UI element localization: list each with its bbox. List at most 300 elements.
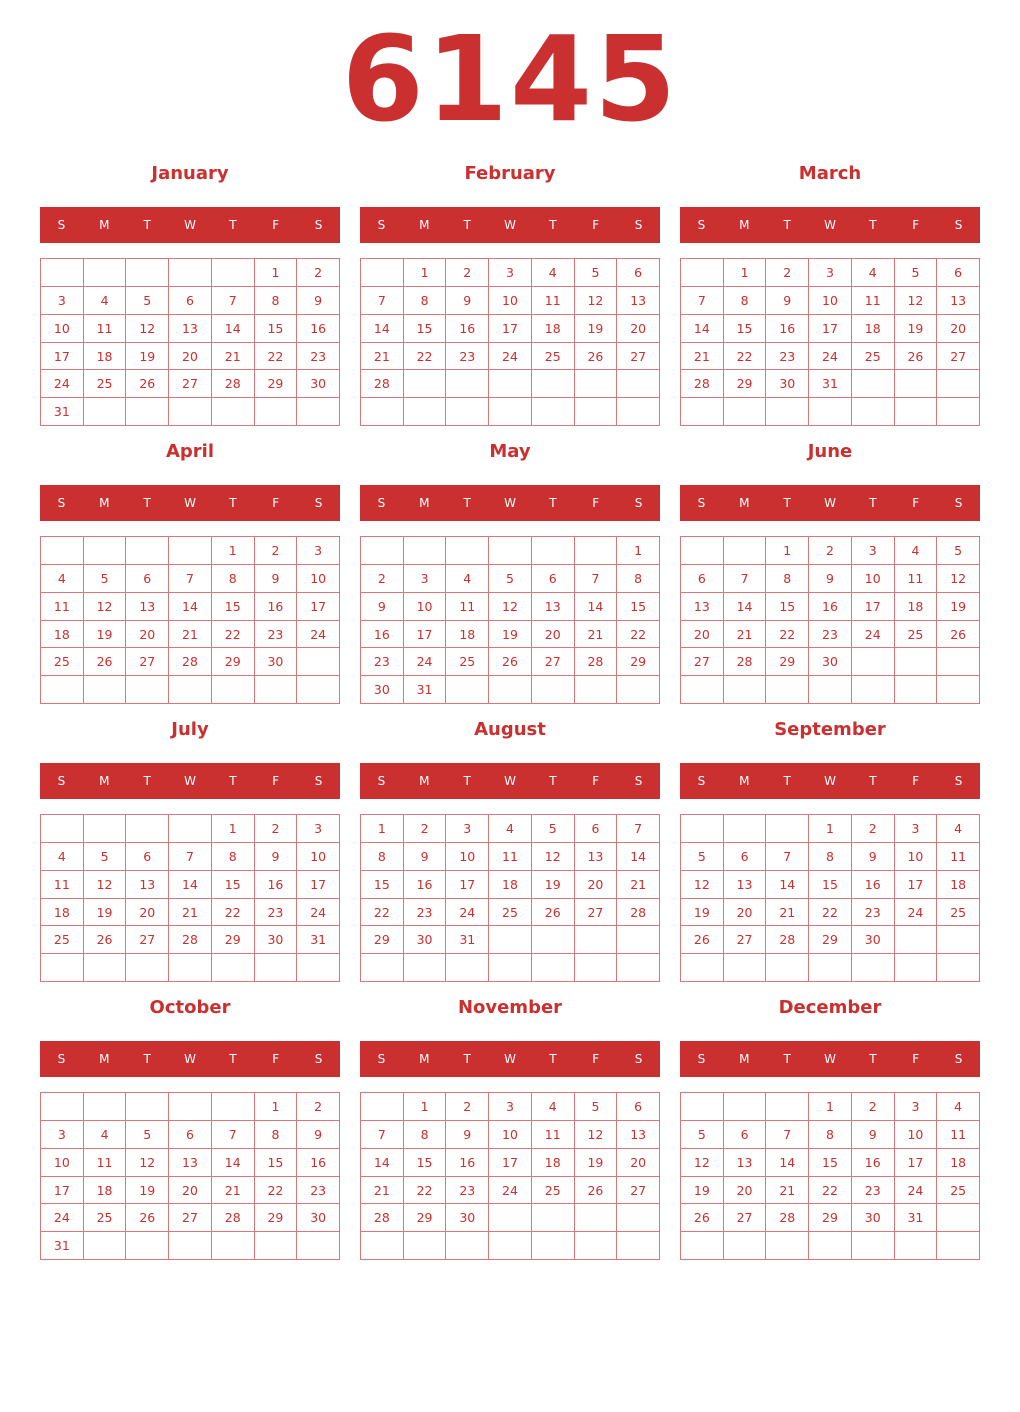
weekday-label: M [419, 1052, 430, 1066]
day-cell: 6 [126, 565, 169, 593]
empty-day-cell [489, 370, 532, 398]
day-cell: 29 [255, 370, 298, 398]
weekday-label: S [634, 774, 643, 788]
day-cell: 16 [766, 315, 809, 343]
day-cell: 13 [617, 1121, 660, 1149]
day-cell: 27 [575, 899, 618, 927]
day-cell: 23 [297, 1177, 340, 1205]
empty-day-cell [937, 1232, 980, 1260]
empty-day-cell [446, 370, 489, 398]
day-cell: 20 [617, 1149, 660, 1177]
empty-day-cell [575, 1232, 618, 1260]
empty-day-cell [575, 398, 618, 426]
weekday-label: T [143, 496, 151, 510]
month-january [40, 162, 340, 432]
empty-day-cell [617, 398, 660, 426]
empty-day-cell [361, 259, 404, 287]
day-cell: 3 [404, 565, 447, 593]
day-cell: 16 [297, 1149, 340, 1177]
empty-day-cell [937, 926, 980, 954]
weekday-label: S [634, 1052, 643, 1066]
day-cell: 25 [852, 343, 895, 371]
day-cell: 3 [895, 1093, 938, 1121]
empty-day-cell [852, 676, 895, 704]
day-cell: 25 [532, 1177, 575, 1205]
empty-day-cell [297, 1232, 340, 1260]
day-cell: 5 [532, 815, 575, 843]
weekday-label: T [463, 496, 471, 510]
day-cell: 17 [489, 1149, 532, 1177]
day-cell: 1 [361, 815, 404, 843]
day-cell: 24 [852, 621, 895, 649]
empty-day-cell [575, 537, 618, 565]
empty-day-cell [489, 954, 532, 982]
day-cell: 14 [169, 593, 212, 621]
day-cell: 11 [489, 843, 532, 871]
empty-day-cell [895, 370, 938, 398]
day-cell: 14 [681, 315, 724, 343]
day-cell: 13 [532, 593, 575, 621]
day-cell: 28 [766, 926, 809, 954]
empty-day-cell [532, 370, 575, 398]
weekday-label: W [504, 1052, 516, 1066]
day-cell: 25 [532, 343, 575, 371]
day-cell: 17 [809, 315, 852, 343]
day-cell: 23 [852, 899, 895, 927]
day-cell: 4 [446, 565, 489, 593]
empty-day-cell [617, 1232, 660, 1260]
day-cell: 21 [617, 871, 660, 899]
day-cell: 10 [41, 315, 84, 343]
weekday-label: S [57, 1052, 66, 1066]
day-cell: 27 [617, 1177, 660, 1205]
weekday-label: F [592, 496, 600, 510]
day-cell: 6 [169, 287, 212, 315]
day-cell: 13 [575, 843, 618, 871]
weekday-label: W [184, 218, 196, 232]
empty-day-cell [255, 398, 298, 426]
day-cell: 25 [446, 648, 489, 676]
day-cell: 11 [852, 287, 895, 315]
day-cell: 13 [126, 871, 169, 899]
weekday-label: T [869, 774, 877, 788]
day-cell: 5 [126, 287, 169, 315]
empty-day-cell [681, 954, 724, 982]
weekday-label: T [229, 1052, 237, 1066]
weekday-label: M [739, 774, 750, 788]
weekday-label: S [954, 1052, 963, 1066]
day-cell: 29 [255, 1204, 298, 1232]
empty-day-cell [84, 537, 127, 565]
weekday-label: T [869, 1052, 877, 1066]
day-cell: 20 [169, 343, 212, 371]
day-cell: 23 [297, 343, 340, 371]
day-grid [40, 258, 340, 426]
day-cell: 2 [766, 259, 809, 287]
month-june [680, 440, 980, 710]
day-cell: 24 [895, 899, 938, 927]
day-cell: 12 [575, 1121, 618, 1149]
day-cell: 8 [617, 565, 660, 593]
day-cell: 10 [297, 565, 340, 593]
empty-day-cell [361, 954, 404, 982]
weekday-label: T [143, 1052, 151, 1066]
weekday-label: M [99, 218, 110, 232]
day-cell: 13 [169, 315, 212, 343]
weekday-label: S [314, 218, 323, 232]
day-cell: 15 [766, 593, 809, 621]
day-cell: 9 [297, 1121, 340, 1149]
day-cell: 21 [766, 899, 809, 927]
weekday-label: M [99, 496, 110, 510]
day-cell: 1 [255, 259, 298, 287]
day-cell: 13 [126, 593, 169, 621]
weekday-header [360, 207, 660, 243]
day-cell: 7 [361, 287, 404, 315]
weekday-label: F [272, 496, 280, 510]
day-cell: 22 [255, 1177, 298, 1205]
month-name: February [464, 163, 556, 184]
empty-day-cell [255, 954, 298, 982]
day-cell: 17 [297, 593, 340, 621]
weekday-label: W [824, 1052, 836, 1066]
month-name: October [149, 997, 231, 1018]
day-cell: 4 [937, 1093, 980, 1121]
empty-day-cell [84, 676, 127, 704]
empty-day-cell [575, 926, 618, 954]
day-cell: 5 [489, 565, 532, 593]
day-cell: 18 [84, 1177, 127, 1205]
empty-day-cell [169, 954, 212, 982]
day-cell: 29 [809, 1204, 852, 1232]
day-cell: 7 [212, 1121, 255, 1149]
day-cell: 13 [681, 593, 724, 621]
empty-day-cell [852, 1232, 895, 1260]
month-february [360, 162, 660, 432]
day-cell: 24 [446, 899, 489, 927]
weekday-label: W [824, 496, 836, 510]
weekday-label: S [634, 218, 643, 232]
empty-day-cell [361, 537, 404, 565]
day-cell: 23 [255, 899, 298, 927]
day-cell: 30 [809, 648, 852, 676]
empty-day-cell [617, 954, 660, 982]
day-cell: 30 [297, 1204, 340, 1232]
day-cell: 16 [446, 315, 489, 343]
day-cell: 16 [852, 871, 895, 899]
weekday-label: S [954, 496, 963, 510]
day-cell: 14 [575, 593, 618, 621]
month-name: September [774, 719, 886, 740]
day-cell: 11 [532, 287, 575, 315]
month-name: November [457, 997, 563, 1018]
weekday-label: F [912, 218, 920, 232]
day-cell: 29 [766, 648, 809, 676]
day-cell: 9 [404, 843, 447, 871]
day-cell: 23 [809, 621, 852, 649]
day-cell: 25 [84, 1204, 127, 1232]
weekday-label: T [143, 218, 151, 232]
day-cell: 8 [255, 1121, 298, 1149]
day-cell: 6 [724, 1121, 767, 1149]
day-cell: 30 [361, 676, 404, 704]
empty-day-cell [126, 1232, 169, 1260]
weekday-label: W [184, 1052, 196, 1066]
day-cell: 20 [126, 899, 169, 927]
month-october [40, 996, 340, 1266]
day-cell: 12 [84, 593, 127, 621]
empty-day-cell [489, 398, 532, 426]
day-cell: 31 [895, 1204, 938, 1232]
day-cell: 5 [681, 843, 724, 871]
day-cell: 30 [255, 648, 298, 676]
empty-day-cell [852, 370, 895, 398]
day-cell: 10 [852, 565, 895, 593]
empty-day-cell [766, 954, 809, 982]
empty-day-cell [126, 815, 169, 843]
weekday-label: S [314, 496, 323, 510]
day-cell: 4 [41, 843, 84, 871]
empty-day-cell [84, 398, 127, 426]
day-cell: 4 [84, 1121, 127, 1149]
day-cell: 2 [852, 1093, 895, 1121]
day-cell: 16 [852, 1149, 895, 1177]
weekday-label: T [143, 774, 151, 788]
weekday-label: T [783, 1052, 791, 1066]
day-cell: 26 [681, 926, 724, 954]
day-cell: 25 [937, 899, 980, 927]
weekday-label: S [697, 496, 706, 510]
day-cell: 26 [575, 1177, 618, 1205]
day-cell: 8 [404, 287, 447, 315]
weekday-label: S [314, 1052, 323, 1066]
day-cell: 21 [361, 343, 404, 371]
empty-day-cell [766, 1232, 809, 1260]
weekday-label: F [272, 774, 280, 788]
day-cell: 2 [446, 1093, 489, 1121]
day-cell: 14 [724, 593, 767, 621]
empty-day-cell [937, 648, 980, 676]
day-cell: 6 [532, 565, 575, 593]
weekday-label: S [954, 774, 963, 788]
day-cell: 20 [169, 1177, 212, 1205]
day-cell: 3 [41, 1121, 84, 1149]
day-cell: 27 [724, 1204, 767, 1232]
day-cell: 19 [84, 899, 127, 927]
weekday-label: S [954, 218, 963, 232]
month-name: August [474, 719, 546, 740]
empty-day-cell [489, 537, 532, 565]
day-cell: 28 [724, 648, 767, 676]
day-cell: 14 [766, 1149, 809, 1177]
day-cell: 2 [255, 815, 298, 843]
day-cell: 17 [895, 871, 938, 899]
empty-day-cell [724, 954, 767, 982]
day-cell: 15 [617, 593, 660, 621]
day-cell: 27 [169, 370, 212, 398]
weekday-label: M [419, 496, 430, 510]
day-grid [360, 536, 660, 704]
empty-day-cell [532, 926, 575, 954]
empty-day-cell [169, 815, 212, 843]
day-cell: 9 [297, 287, 340, 315]
weekday-label: S [377, 496, 386, 510]
day-cell: 1 [809, 815, 852, 843]
day-cell: 16 [809, 593, 852, 621]
empty-day-cell [41, 815, 84, 843]
day-cell: 19 [126, 1177, 169, 1205]
day-cell: 29 [212, 926, 255, 954]
day-cell: 17 [41, 343, 84, 371]
empty-day-cell [41, 954, 84, 982]
day-cell: 3 [852, 537, 895, 565]
empty-day-cell [297, 954, 340, 982]
empty-day-cell [169, 676, 212, 704]
day-cell: 28 [169, 648, 212, 676]
empty-day-cell [766, 676, 809, 704]
empty-day-cell [255, 1232, 298, 1260]
empty-day-cell [681, 676, 724, 704]
day-cell: 18 [41, 621, 84, 649]
day-cell: 8 [212, 843, 255, 871]
empty-day-cell [446, 676, 489, 704]
empty-day-cell [126, 537, 169, 565]
day-cell: 7 [575, 565, 618, 593]
day-cell: 3 [446, 815, 489, 843]
weekday-label: W [504, 218, 516, 232]
day-cell: 24 [895, 1177, 938, 1205]
day-cell: 4 [532, 259, 575, 287]
empty-day-cell [809, 954, 852, 982]
day-cell: 27 [126, 648, 169, 676]
day-cell: 23 [361, 648, 404, 676]
day-cell: 8 [212, 565, 255, 593]
month-august [360, 718, 660, 988]
empty-day-cell [297, 676, 340, 704]
day-cell: 5 [937, 537, 980, 565]
weekday-label: S [57, 496, 66, 510]
day-cell: 14 [361, 315, 404, 343]
day-cell: 28 [212, 1204, 255, 1232]
day-cell: 7 [212, 287, 255, 315]
day-cell: 4 [937, 815, 980, 843]
empty-day-cell [724, 537, 767, 565]
day-cell: 21 [212, 1177, 255, 1205]
day-cell: 25 [41, 648, 84, 676]
day-cell: 1 [809, 1093, 852, 1121]
weekday-header [680, 207, 980, 243]
weekday-label: F [912, 496, 920, 510]
month-name: March [798, 163, 862, 184]
day-cell: 16 [255, 871, 298, 899]
day-cell: 28 [681, 370, 724, 398]
empty-day-cell [297, 648, 340, 676]
empty-day-cell [84, 815, 127, 843]
empty-day-cell [809, 1232, 852, 1260]
day-cell: 10 [41, 1149, 84, 1177]
day-cell: 13 [617, 287, 660, 315]
day-cell: 25 [41, 926, 84, 954]
day-cell: 10 [895, 843, 938, 871]
day-cell: 19 [126, 343, 169, 371]
day-cell: 16 [255, 593, 298, 621]
day-cell: 1 [617, 537, 660, 565]
weekday-label: W [824, 774, 836, 788]
month-name: April [165, 441, 215, 462]
weekday-label: W [504, 496, 516, 510]
empty-day-cell [84, 1093, 127, 1121]
day-cell: 11 [41, 593, 84, 621]
empty-day-cell [404, 954, 447, 982]
empty-day-cell [681, 259, 724, 287]
day-cell: 24 [41, 370, 84, 398]
weekday-label: S [314, 774, 323, 788]
empty-day-cell [575, 954, 618, 982]
empty-day-cell [212, 259, 255, 287]
empty-day-cell [404, 1232, 447, 1260]
empty-day-cell [169, 259, 212, 287]
day-cell: 18 [446, 621, 489, 649]
day-cell: 28 [617, 899, 660, 927]
day-cell: 7 [169, 843, 212, 871]
day-cell: 11 [41, 871, 84, 899]
empty-day-cell [617, 676, 660, 704]
empty-day-cell [489, 926, 532, 954]
day-cell: 14 [766, 871, 809, 899]
day-cell: 2 [255, 537, 298, 565]
day-cell: 15 [724, 315, 767, 343]
day-cell: 9 [446, 1121, 489, 1149]
day-cell: 4 [852, 259, 895, 287]
day-cell: 26 [84, 926, 127, 954]
empty-day-cell [937, 398, 980, 426]
empty-day-cell [724, 815, 767, 843]
empty-day-cell [766, 398, 809, 426]
day-cell: 31 [41, 398, 84, 426]
weekday-header [360, 763, 660, 799]
day-cell: 27 [169, 1204, 212, 1232]
weekday-label: S [697, 774, 706, 788]
weekday-label: S [697, 1052, 706, 1066]
empty-day-cell [532, 954, 575, 982]
weekday-label: T [549, 774, 557, 788]
weekday-label: F [272, 1052, 280, 1066]
day-cell: 2 [297, 259, 340, 287]
day-cell: 9 [446, 287, 489, 315]
day-cell: 31 [41, 1232, 84, 1260]
day-cell: 19 [681, 1177, 724, 1205]
empty-day-cell [681, 537, 724, 565]
day-cell: 6 [169, 1121, 212, 1149]
empty-day-cell [681, 815, 724, 843]
day-cell: 11 [937, 1121, 980, 1149]
day-cell: 30 [404, 926, 447, 954]
weekday-label: T [463, 774, 471, 788]
day-cell: 5 [681, 1121, 724, 1149]
weekday-label: T [869, 218, 877, 232]
day-cell: 13 [937, 287, 980, 315]
day-cell: 24 [809, 343, 852, 371]
day-cell: 17 [404, 621, 447, 649]
weekday-header [40, 485, 340, 521]
day-grid [680, 814, 980, 982]
day-cell: 4 [489, 815, 532, 843]
day-cell: 20 [575, 871, 618, 899]
empty-day-cell [446, 398, 489, 426]
empty-day-cell [361, 398, 404, 426]
day-cell: 15 [255, 315, 298, 343]
day-cell: 4 [532, 1093, 575, 1121]
